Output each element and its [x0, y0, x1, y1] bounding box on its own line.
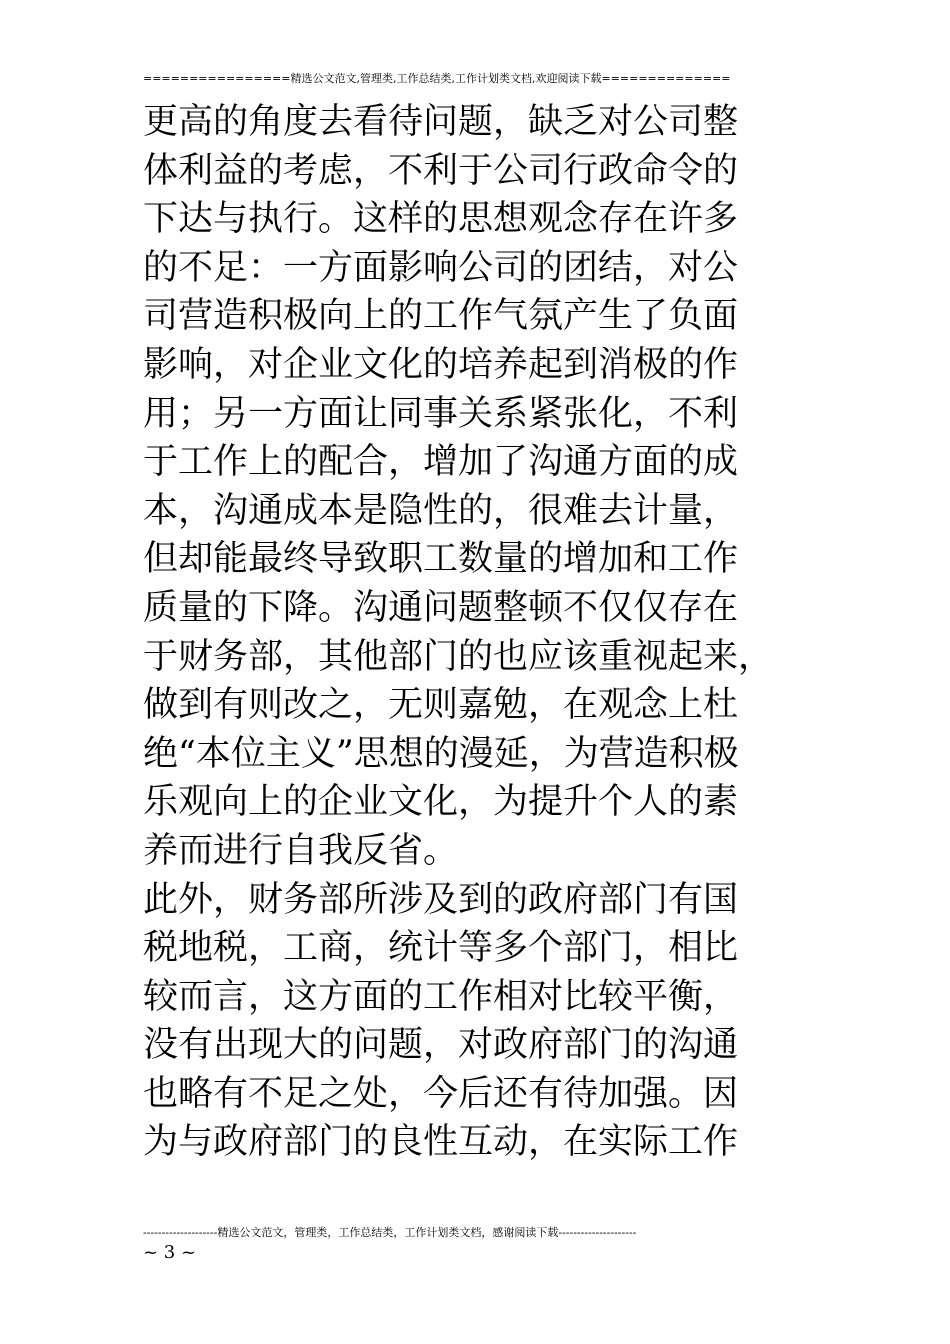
- page-header: ================精选公文范文,管理类,工作总结类,工作计划类文档,欢迎阅读下载==============: [143, 72, 731, 85]
- body-line: 更高的角度去看待问题，缺乏对公司整: [143, 102, 739, 142]
- body-line: 用；另一方面让同事关系紧张化，不利: [143, 393, 739, 434]
- body-line: 养而进行自我反省。: [143, 830, 459, 871]
- body-line: 做到有则改之，无则嘉勉，在观念上杜: [143, 685, 739, 726]
- document-body: [143, 98, 823, 1167]
- body-line: 绝“本位主义”思想的漫延，为营造积极: [143, 733, 739, 774]
- body-line: 较而言，这方面的工作相对比较平衡，: [143, 976, 739, 1017]
- body-line: 体利益的考虑，不利于公司行政命令的: [143, 150, 739, 191]
- body-line: 影响，对企业文化的培养起到消极的作: [143, 344, 739, 385]
- body-line: 于工作上的配合，增加了沟通方面的成: [143, 442, 739, 483]
- body-line: 没有出现大的问题，对政府部门的沟通: [143, 1025, 739, 1066]
- body-line: 本，沟通成本是隐性的，很难去计量，: [143, 490, 739, 531]
- body-line: 为与政府部门的良性互动，在实际工作: [143, 1122, 739, 1163]
- page-footer: --------------------精选公文范文，管理类，工作总结类，工作计划类文档，感谢阅读下载---------------------: [143, 1226, 637, 1239]
- body-line: 但却能最终导致职工数量的增加和工作: [143, 539, 739, 580]
- body-line: 此外，财务部所涉及到的政府部门有国: [143, 879, 739, 920]
- body-line: 也略有不足之处，今后还有待加强。因: [143, 1073, 739, 1114]
- body-line: 的不足：一方面影响公司的团结，对公: [143, 247, 739, 288]
- body-line: 于财务部，其他部门的也应该重视起来，: [143, 636, 774, 677]
- body-line: 质量的下降。沟通问题整顿不仅仅存在: [143, 587, 739, 628]
- body-line: 司营造积极向上的工作气氛产生了负面: [143, 296, 739, 337]
- body-line: 乐观向上的企业文化，为提升个人的素: [143, 782, 739, 823]
- body-line: 税地税，工商，统计等多个部门，相比: [143, 928, 739, 969]
- body-line: 下达与执行。这样的思想观念存在许多: [143, 199, 739, 240]
- page-number: ~ 3 ~: [143, 1242, 197, 1263]
